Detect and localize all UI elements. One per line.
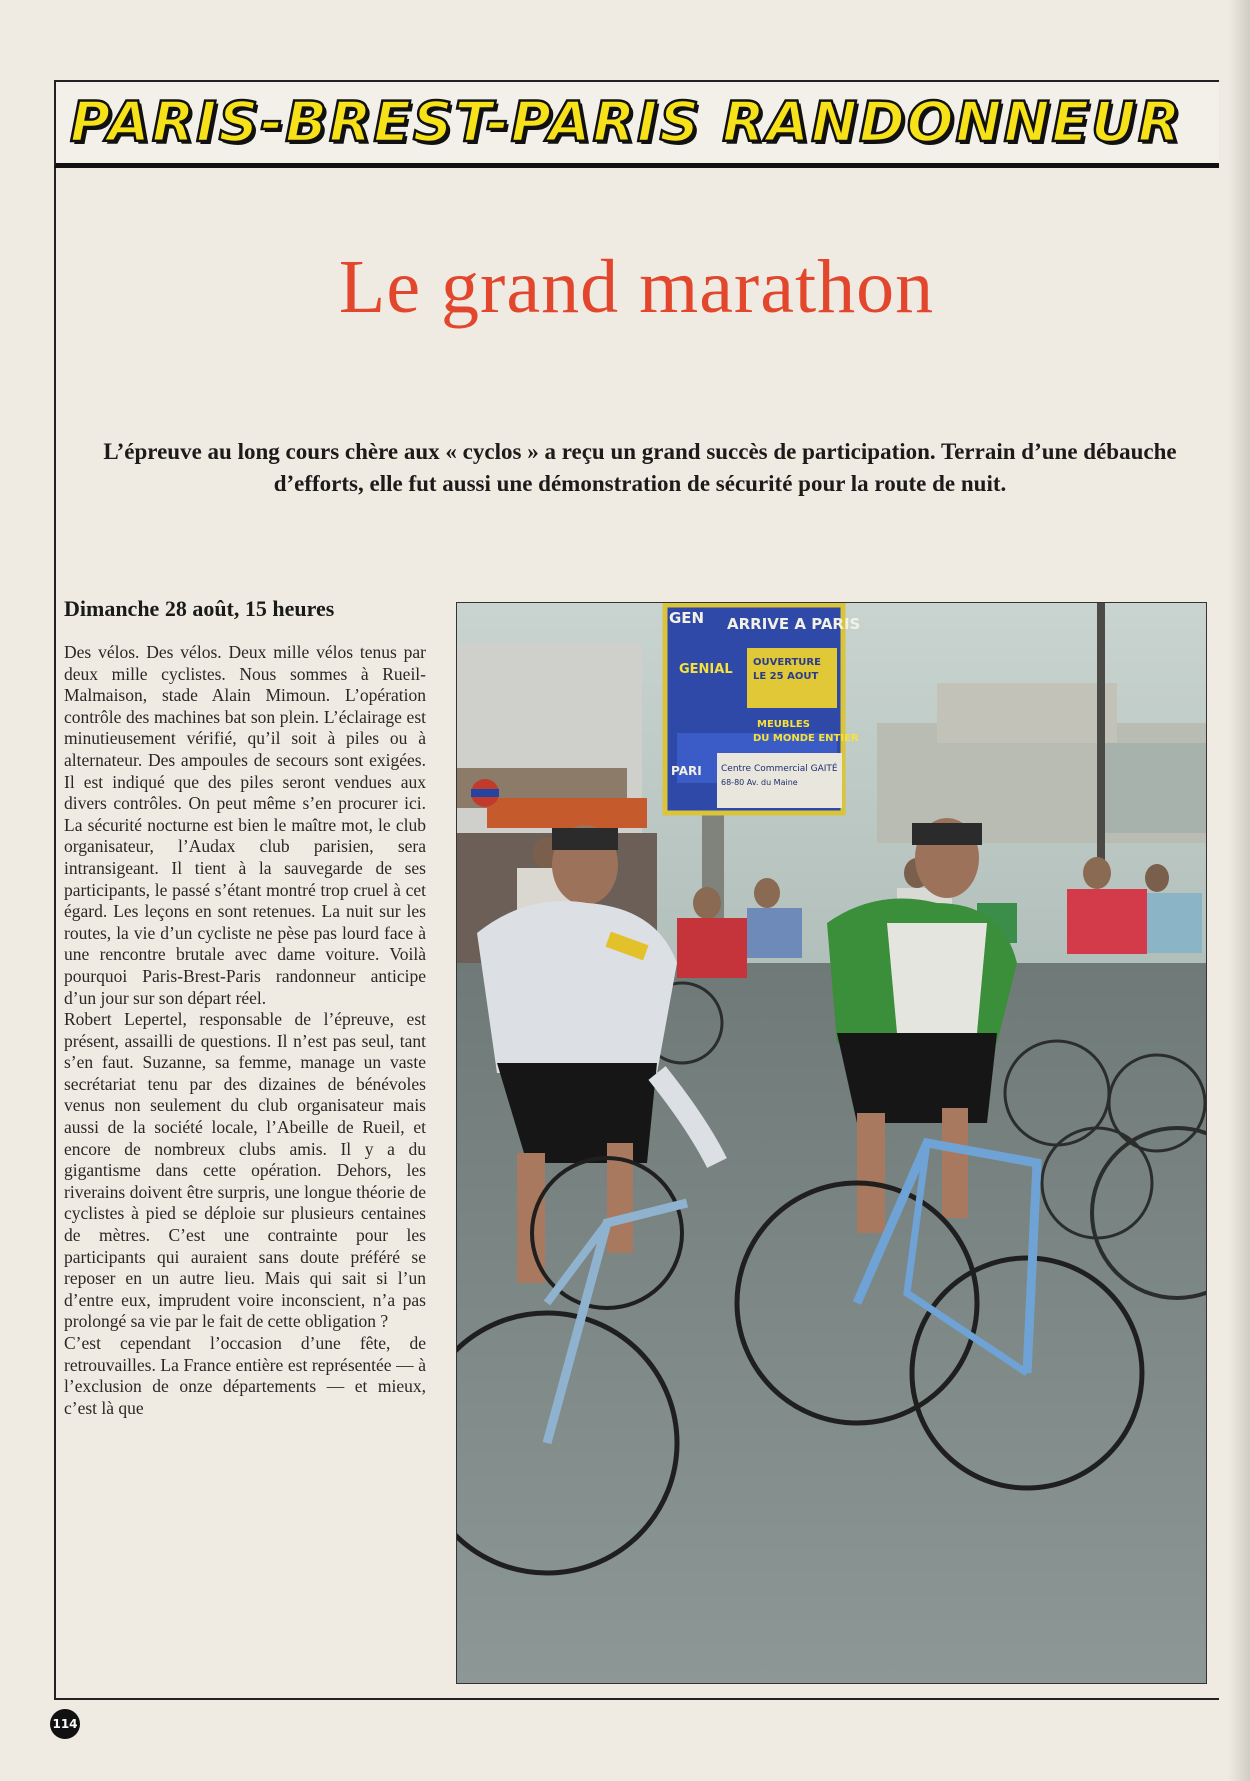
article-title: Le grand marathon bbox=[338, 245, 935, 329]
section-header-title: PARIS-BREST-PARIS RANDONNEUR bbox=[70, 90, 1183, 154]
page-number: 114 bbox=[50, 1709, 80, 1739]
billboard-text: LE 25 AOUT bbox=[753, 671, 819, 682]
billboard-text: 68-80 Av. du Maine bbox=[721, 778, 798, 787]
billboard-text: PARI bbox=[671, 764, 702, 778]
billboard-text: OUVERTURE bbox=[753, 657, 821, 668]
cyclists-photo bbox=[456, 602, 1207, 1684]
article-lede: L’épreuve au long cours chère aux « cyclos » a reçu un grand succès de participation. Terrain d’une débauche d’efforts, elle fut aussi une démonstration de sécurité pour la route de nuit. bbox=[103, 439, 1177, 496]
body-paragraph: C’est cependant l’occasion d’une fête, de retrouvailles. La France entière est représentée — à l’exclusion de onze départements — et mieux, c’est là que bbox=[64, 1333, 426, 1418]
billboard bbox=[665, 605, 860, 813]
body-paragraph: Des vélos. Des vélos. Deux mille vélos tenus par deux mille cyclistes. Nous sommes à Rueil-Malmaison, stade Alain Mimoun. L’opération contrôle des machines bat son plein. L’éclairage est minutieusement vérifié, qu’il soit à piles ou à alternateur. Des ampoules de secours sont exigées. Il est indiqué que des piles seront vendues aux divers contrôles. On peut même s’en procurer ici. La sécurité nocturne est bien le maître mot, le club organisateur, l’Audax club parisien, sera intransigeant. Il tient à la sauvegarde de ses participants, le passé s’étant montré trop cruel à cet égard. Les leçons en sont retenues. La nuit sur les routes, la vie d’un cycliste ne pèse pas lourd face à une rencontre brutale avec dame voiture. Voilà pourquoi Paris-Brest-Paris randonneur anticipe d’un jour sur son départ réel. bbox=[64, 642, 426, 1008]
body-paragraph: Robert Lepertel, responsable de l’épreuve, est présent, assailli de questions. Il n’est pas seul, tant s’en faut. Suzanne, sa femme, manage un vaste secrétariat tenu par des dizaines de bénévoles venus non seulement du club organisateur mais aussi de la société locale, l’Abeille de Rueil, et encore de nombreux clubs amis. Il y a du gigantisme dans cette opération. Dehors, les riverains doivent être surpris, une longue théorie de cyclistes à pied se déploie sur plusieurs centaines de mètres. C’est une contrainte pour les participants qui auraient sans doute préféré se reposer en un autre lieu. Mais qui sait si l’un d’entre eux, imprudent voire inconscient, n’a pas prolongé sa vie par le fait de cette obligation ? bbox=[64, 1009, 426, 1332]
billboard-text: GENIAL bbox=[679, 662, 733, 677]
section-header-band bbox=[54, 80, 1219, 168]
billboard-text: Centre Commercial GAITÉ bbox=[721, 764, 838, 774]
section-subhead: Dimanche 28 août, 15 heures bbox=[64, 596, 335, 621]
billboard-text: DU MONDE ENTIER bbox=[753, 733, 859, 744]
billboard-text: GEN bbox=[669, 609, 705, 627]
billboard-text: ARRIVE A PARIS bbox=[727, 615, 861, 633]
body-column bbox=[64, 642, 426, 1692]
page-edge-shadow bbox=[1228, 0, 1250, 1781]
billboard-text: MEUBLES bbox=[757, 719, 810, 730]
